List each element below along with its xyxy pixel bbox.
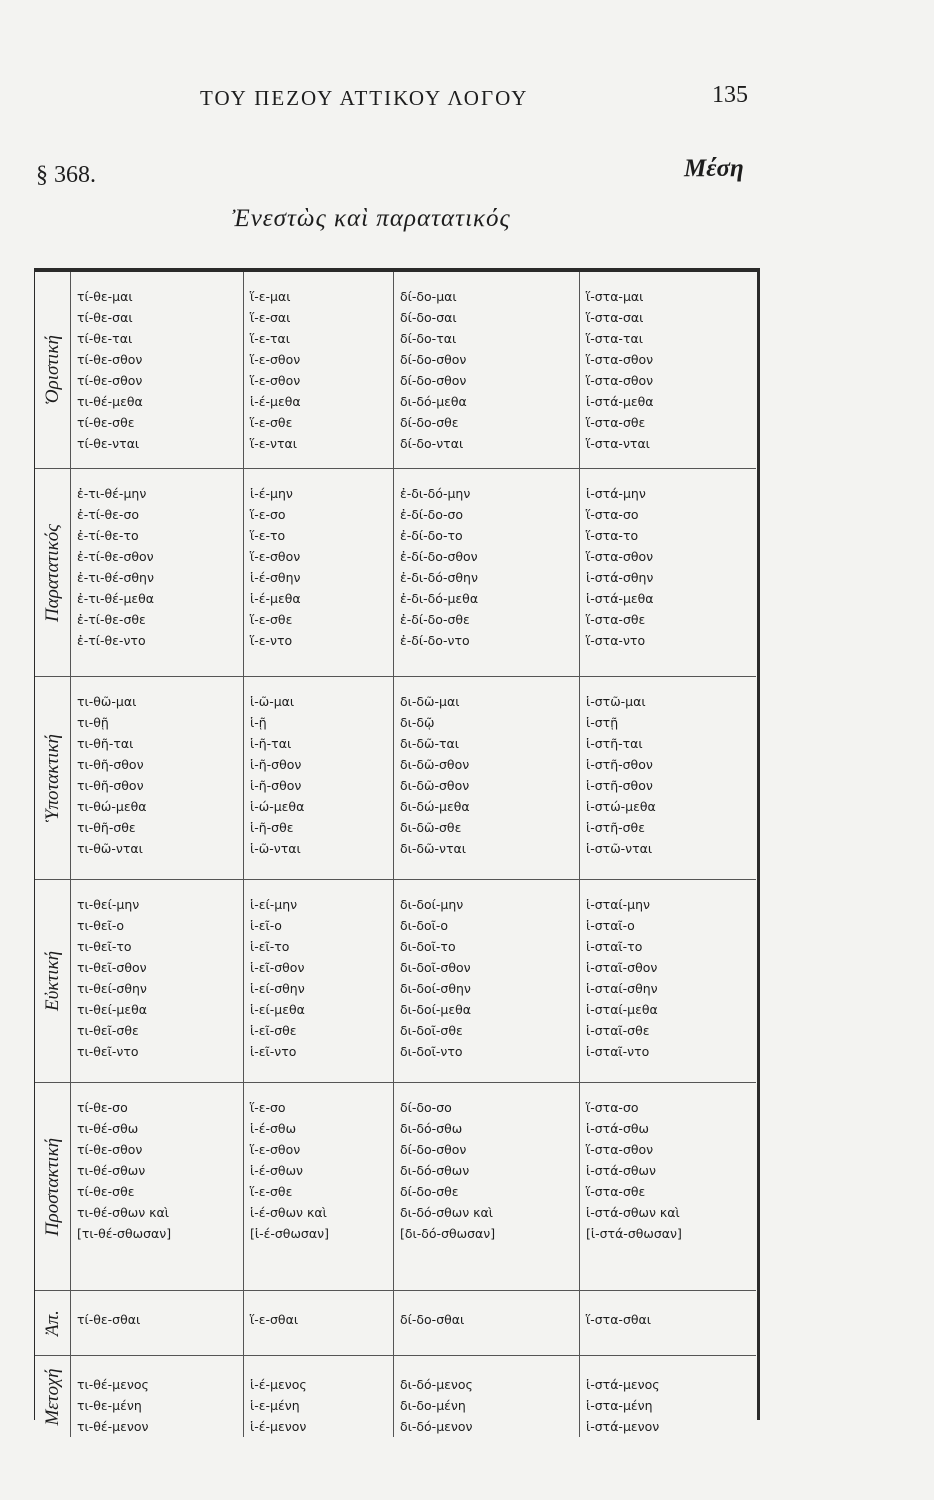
verb-form: ἱ-σταῖ-το: [586, 939, 643, 954]
verb-form: ἱ-ῇ: [250, 715, 267, 730]
verb-form: ἵ-στα-σθαι: [586, 1312, 651, 1327]
verb-form: ἱ-σταί-σθην: [586, 981, 658, 996]
verb-form: ἱ-στά-σθω: [586, 1121, 649, 1136]
mood-label: Εὐκτική: [41, 950, 63, 1012]
verb-form: ἱ-έ-μην: [250, 486, 293, 501]
mood-label-cell: [35, 469, 71, 677]
running-head: ΤΟΥ ΠΕΖΟΥ ΑΤΤΙΚΟΥ ΛΟΓΟΥ: [200, 86, 529, 110]
verb-form: ἱ-εῖ-το: [250, 939, 290, 954]
verb-form: δι-δῶ-ται: [400, 736, 460, 751]
forms-cell-histemi: [580, 880, 756, 1083]
verb-form: τί-θε-σθον: [77, 352, 143, 367]
verb-form: δι-δῶ-μαι: [400, 694, 460, 709]
verb-form: ἵ-ε-σο: [250, 507, 286, 522]
verb-form: ἱ-ε-μένη: [250, 1398, 300, 1413]
mood-label-cell: [35, 1291, 71, 1356]
verb-form: ἱ-εί-σθην: [250, 981, 305, 996]
verb-form: δί-δο-νται: [400, 436, 464, 451]
verb-form: τι-θεῖ-σθον: [77, 960, 147, 975]
forms-cell-didomi: [394, 272, 580, 469]
verb-form: ἱ-έ-σθω: [250, 1121, 297, 1136]
verb-form: ἵ-στα-σο: [586, 507, 639, 522]
verb-form: τί-θε-μαι: [77, 289, 133, 304]
verb-form: ἵ-στα-σο: [586, 1100, 639, 1115]
verb-form: τι-θέ-μενος: [77, 1377, 149, 1392]
verb-form: ἱ-σταί-μεθα: [586, 1002, 658, 1017]
forms-cell-hiemi: [244, 880, 394, 1083]
verb-form: ἐ-τί-θε-σο: [77, 507, 140, 522]
verb-form: ἵ-ε-σο: [250, 1100, 286, 1115]
verb-form: ἐ-δι-δό-μην: [400, 486, 471, 501]
verb-form: ἱ-στῆ-ται: [586, 736, 643, 751]
verb-form: ἐ-δί-δο-το: [400, 528, 463, 543]
verb-form: δί-δο-σθον: [400, 352, 467, 367]
verb-form: ἵ-στα-σθον: [586, 352, 654, 367]
verb-form: ἱ-στῆ-σθον: [586, 778, 653, 793]
page-number: 135: [712, 82, 748, 108]
verb-form: τι-θῇ: [77, 715, 109, 730]
mood-label: Ὁριστική: [41, 335, 63, 405]
verb-form: ἐ-δι-δό-σθην: [400, 570, 478, 585]
verb-form: ἱ-στά-μην: [586, 486, 646, 501]
mood-label-cell: [35, 677, 71, 880]
verb-form: ἱ-εί-μην: [250, 897, 298, 912]
forms-cell-histemi: [580, 469, 756, 677]
verb-form: ἱ-έ-μενον: [250, 1419, 307, 1434]
forms-cell-tithemi: [71, 880, 244, 1083]
verb-form: ἵ-ε-σθε: [250, 415, 293, 430]
forms-cell-histemi: [580, 677, 756, 880]
forms-cell-histemi: [580, 1356, 756, 1437]
forms-cell-histemi: [580, 272, 756, 469]
section-number: § 368.: [36, 162, 96, 188]
verb-form: ἱ-στώ-μεθα: [586, 799, 656, 814]
mood-label: Μετοχή: [41, 1367, 63, 1426]
mood-label-cell: [35, 880, 71, 1083]
verb-form: ἐ-δί-δο-ντο: [400, 633, 470, 648]
verb-form: ἵ-στα-νται: [586, 436, 650, 451]
verb-form: δί-δο-σθον: [400, 1142, 467, 1157]
verb-form: δι-δοί-σθην: [400, 981, 471, 996]
verb-form: ἱ-στα-μένη: [586, 1398, 653, 1413]
verb-form: δι-δοῖ-σθε: [400, 1023, 463, 1038]
verb-form: τι-θῆ-σθον: [77, 778, 144, 793]
verb-form: ἱ-σταῖ-ο: [586, 918, 635, 933]
verb-form: ἱ-στῆ-σθον: [586, 757, 653, 772]
verb-form: δι-δό-μενον: [400, 1419, 473, 1434]
forms-cell-tithemi: [71, 1356, 244, 1437]
forms-cell-tithemi: [71, 1291, 244, 1356]
verb-form: ἵ-ε-σαι: [250, 310, 291, 325]
verb-form: ἱ-ῆ-σθον: [250, 757, 302, 772]
verb-form: δι-δό-μενος: [400, 1377, 473, 1392]
forms-cell-didomi: [394, 1356, 580, 1437]
verb-form: ἵ-στα-σαι: [586, 310, 644, 325]
verb-form: ἱ-ῆ-σθον: [250, 778, 302, 793]
verb-form: τι-θῶ-μαι: [77, 694, 137, 709]
verb-form: ἱ-ώ-μεθα: [250, 799, 305, 814]
verb-form: ἱ-στά-μενος: [586, 1377, 660, 1392]
verb-form: δι-δοῖ-σθον: [400, 960, 471, 975]
forms-cell-tithemi: [71, 272, 244, 469]
forms-cell-histemi: [580, 1291, 756, 1356]
forms-cell-tithemi: [71, 1083, 244, 1291]
verb-form: τί-θε-σθε: [77, 415, 135, 430]
verb-form: ἱ-στῆ-σθε: [586, 820, 645, 835]
verb-form: ἱ-εῖ-ο: [250, 918, 282, 933]
forms-cell-hiemi: [244, 1356, 394, 1437]
verb-form: ἵ-ε-μαι: [250, 289, 291, 304]
verb-form: ἵ-στα-σθε: [586, 612, 646, 627]
verb-form: ἱ-εῖ-σθον: [250, 960, 305, 975]
verb-form: τι-θεῖ-ο: [77, 918, 125, 933]
mood-label-cell: [35, 1356, 71, 1437]
voice-heading: Μέση: [684, 155, 744, 182]
verb-form: τι-θεί-μεθα: [77, 1002, 148, 1017]
verb-form: ἵ-στα-σθε: [586, 1184, 646, 1199]
verb-form: τι-θεῖ-σθε: [77, 1023, 139, 1038]
verb-form: ἐ-τί-θε-ντο: [77, 633, 146, 648]
verb-form: δι-δοῖ-το: [400, 939, 456, 954]
verb-form: τι-θεῖ-ντο: [77, 1044, 139, 1059]
verb-form: ἱ-έ-σθων καὶ: [250, 1205, 327, 1220]
verb-form: ἵ-στα-σθον: [586, 373, 654, 388]
verb-form: ἵ-στα-το: [586, 528, 639, 543]
verb-form: δι-δώ-μεθα: [400, 799, 470, 814]
verb-form: τι-θεί-σθην: [77, 981, 147, 996]
verb-form: ἱ-ῶ-νται: [250, 841, 301, 856]
forms-cell-hiemi: [244, 469, 394, 677]
verb-form: ἱ-στά-σθων: [586, 1163, 656, 1178]
verb-form: ἱ-σταί-μην: [586, 897, 651, 912]
verb-form: δι-δοῖ-ο: [400, 918, 449, 933]
verb-form: [ἱ-έ-σθωσαν]: [250, 1226, 329, 1241]
verb-form: ἵ-ε-σθον: [250, 352, 301, 367]
verb-form: τι-θέ-μενον: [77, 1419, 149, 1434]
verb-form: ἐ-τί-θε-σθον: [77, 549, 154, 564]
verb-form: ἱ-ῶ-μαι: [250, 694, 295, 709]
forms-cell-histemi: [580, 1083, 756, 1291]
verb-form: ἐ-τί-θε-σθε: [77, 612, 146, 627]
verb-form: τι-θέ-σθων καὶ: [77, 1205, 170, 1220]
forms-cell-tithemi: [71, 677, 244, 880]
verb-form: ἵ-στα-μαι: [586, 289, 644, 304]
forms-cell-didomi: [394, 677, 580, 880]
verb-form: δι-δοῖ-ντο: [400, 1044, 463, 1059]
verb-form: τί-θε-νται: [77, 436, 140, 451]
mood-label: Ὑποτακτική: [41, 734, 63, 822]
verb-form: ἱ-εῖ-ντο: [250, 1044, 297, 1059]
verb-form: τι-θεί-μην: [77, 897, 140, 912]
verb-form: ἐ-δι-δό-μεθα: [400, 591, 479, 606]
verb-form: τι-θῆ-ται: [77, 736, 134, 751]
verb-form: ἱ-στά-σθων καὶ: [586, 1205, 680, 1220]
verb-form: ἱ-εί-μεθα: [250, 1002, 305, 1017]
verb-form: ἱ-ῆ-σθε: [250, 820, 294, 835]
verb-form: ἵ-ε-σθον: [250, 1142, 301, 1157]
conjugation-table: [34, 268, 760, 1434]
forms-cell-tithemi: [71, 469, 244, 677]
verb-form: ἱ-στά-μεθα: [586, 591, 654, 606]
forms-cell-didomi: [394, 1291, 580, 1356]
verb-form: [δι-δό-σθωσαν]: [400, 1226, 496, 1241]
verb-form: τι-θέ-σθων: [77, 1163, 146, 1178]
verb-form: δί-δο-ται: [400, 331, 457, 346]
verb-form: ἱ-στῶ-μαι: [586, 694, 646, 709]
verb-form: δί-δο-σο: [400, 1100, 452, 1115]
verb-form: ἱ-έ-σθην: [250, 570, 301, 585]
verb-form: ἵ-ε-σθον: [250, 549, 301, 564]
verb-form: ἵ-στα-ντο: [586, 633, 646, 648]
verb-form: τί-θε-σαι: [77, 310, 133, 325]
verb-form: τι-θέ-σθω: [77, 1121, 139, 1136]
verb-form: ἵ-ε-ντο: [250, 633, 293, 648]
verb-form: ἵ-ε-ται: [250, 331, 291, 346]
verb-form: δί-δο-σθε: [400, 415, 459, 430]
verb-form: ἱ-στά-μεθα: [586, 394, 654, 409]
verb-form: δι-δῶ-σθον: [400, 757, 470, 772]
verb-form: δι-δό-σθων καὶ: [400, 1205, 494, 1220]
verb-form: τί-θε-σθαι: [77, 1312, 141, 1327]
verb-form: ἐ-δί-δο-σθε: [400, 612, 470, 627]
verb-form: δι-δο-μένη: [400, 1398, 466, 1413]
verb-form: τί-θε-σο: [77, 1100, 128, 1115]
verb-form: ἵ-στα-ται: [586, 331, 643, 346]
forms-cell-didomi: [394, 469, 580, 677]
verb-form: ἵ-ε-σθαι: [250, 1312, 299, 1327]
forms-cell-didomi: [394, 1083, 580, 1291]
verb-form: δί-δο-σθε: [400, 1184, 459, 1199]
verb-form: τι-θῆ-σθον: [77, 757, 144, 772]
verb-form: τί-θε-ται: [77, 331, 133, 346]
verb-form: [τι-θέ-σθωσαν]: [77, 1226, 172, 1241]
mood-label-cell: [35, 1083, 71, 1291]
verb-form: ἵ-στα-σθε: [586, 415, 646, 430]
forms-cell-hiemi: [244, 272, 394, 469]
verb-form: δί-δο-σθον: [400, 373, 467, 388]
verb-form: δι-δοί-μεθα: [400, 1002, 472, 1017]
verb-form: ἐ-τι-θέ-σθην: [77, 570, 154, 585]
verb-form: ἱ-εῖ-σθε: [250, 1023, 297, 1038]
verb-form: ἱ-σταῖ-σθε: [586, 1023, 650, 1038]
verb-form: ἱ-στῶ-νται: [586, 841, 653, 856]
verb-form: τι-θέ-μεθα: [77, 394, 143, 409]
verb-form: δί-δο-μαι: [400, 289, 457, 304]
verb-form: δι-δῶ-σθον: [400, 778, 470, 793]
verb-form: τι-θῆ-σθε: [77, 820, 136, 835]
verb-form: δι-δῶ-σθε: [400, 820, 462, 835]
verb-form: ἵ-ε-σθε: [250, 1184, 293, 1199]
verb-form: [ἱ-στά-σθωσαν]: [586, 1226, 682, 1241]
verb-form: ἱ-στά-σθην: [586, 570, 654, 585]
verb-form: ἱ-ῆ-ται: [250, 736, 292, 751]
verb-form: τί-θε-σθον: [77, 373, 143, 388]
verb-form: ἵ-στα-σθον: [586, 549, 654, 564]
verb-form: ἱ-έ-μεθα: [250, 394, 301, 409]
tense-subtitle: Ἐνεστὼς καὶ παρατατικός: [232, 205, 511, 232]
mood-label: Ἀπ.: [41, 1310, 63, 1336]
verb-form: δι-δό-σθων: [400, 1163, 470, 1178]
verb-form: δι-δῷ: [400, 715, 435, 730]
verb-form: ἐ-δί-δο-σο: [400, 507, 464, 522]
forms-cell-didomi: [394, 880, 580, 1083]
verb-form: ἱ-στά-μενον: [586, 1419, 660, 1434]
forms-cell-hiemi: [244, 1083, 394, 1291]
verb-form: τι-θεῖ-το: [77, 939, 132, 954]
verb-form: ἱ-σταῖ-σθον: [586, 960, 658, 975]
verb-form: τι-θώ-μεθα: [77, 799, 147, 814]
verb-form: ἐ-τι-θέ-μεθα: [77, 591, 155, 606]
verb-form: δι-δοί-μην: [400, 897, 464, 912]
verb-form: τι-θε-μένη: [77, 1398, 142, 1413]
verb-form: δί-δο-σθαι: [400, 1312, 465, 1327]
verb-form: ἵ-ε-το: [250, 528, 286, 543]
verb-form: ἵ-ε-σθε: [250, 612, 293, 627]
verb-form: ἱ-έ-μενος: [250, 1377, 307, 1392]
verb-form: ἐ-δί-δο-σθον: [400, 549, 478, 564]
verb-form: δι-δῶ-νται: [400, 841, 466, 856]
verb-form: ἐ-τί-θε-το: [77, 528, 139, 543]
verb-form: τι-θῶ-νται: [77, 841, 143, 856]
verb-form: ἱ-έ-μεθα: [250, 591, 301, 606]
verb-form: δι-δό-μεθα: [400, 394, 467, 409]
verb-form: δι-δό-σθω: [400, 1121, 463, 1136]
verb-form: ἵ-ε-νται: [250, 436, 297, 451]
verb-form: ἵ-ε-σθον: [250, 373, 301, 388]
mood-label-cell: [35, 272, 71, 469]
forms-cell-hiemi: [244, 1291, 394, 1356]
verb-form: ἱ-σταῖ-ντο: [586, 1044, 650, 1059]
forms-cell-hiemi: [244, 677, 394, 880]
verb-form: δί-δο-σαι: [400, 310, 457, 325]
verb-form: ἱ-έ-σθων: [250, 1163, 304, 1178]
verb-form: τί-θε-σθε: [77, 1184, 135, 1199]
verb-form: ἵ-στα-σθον: [586, 1142, 654, 1157]
verb-form: τί-θε-σθον: [77, 1142, 143, 1157]
mood-label: Παρατατικός: [41, 523, 63, 622]
mood-label: Προστακτική: [41, 1137, 63, 1236]
verb-form: ἐ-τι-θέ-μην: [77, 486, 147, 501]
verb-form: ἱ-στῇ: [586, 715, 619, 730]
